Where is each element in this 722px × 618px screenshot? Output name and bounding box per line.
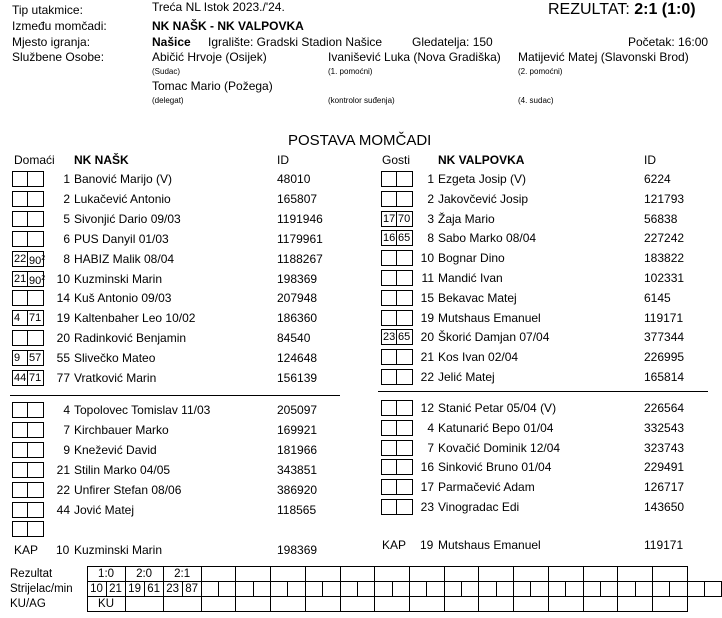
sub-minute-box: 16 [383,232,396,245]
home-kap-label: KAP [14,543,39,557]
away-kap-id: 119171 [644,538,684,552]
scorer-minute-cell [201,582,218,597]
player-name: Kos Ivan 02/04 [438,350,519,365]
player-name: Vinogradac Edi [438,500,520,514]
kuag-cell [163,597,201,612]
score-cell [548,567,583,582]
player-name: Stilin Marko 04/05 [74,462,171,477]
player-id: 207948 [277,291,318,306]
player-id: 121793 [644,191,685,206]
sub-minute-box [28,502,44,518]
sub-minute-box [381,459,397,475]
sub-minute: 71 [29,372,42,384]
player-id: 84540 [277,331,311,346]
player-number: 10 [56,271,70,286]
sub-minute-box [397,290,413,306]
player-name: Katunarić Bepo 01/04 [438,420,554,435]
kuag-cell [340,597,375,612]
player-number: 19 [56,311,70,326]
sub-minute-box [12,211,28,227]
kuag-cell [409,597,444,612]
player-id: 143650 [644,500,685,514]
player-number: 19 [420,310,434,325]
score-cell [409,567,444,582]
scorer-minute-cell [600,582,617,597]
scorer-minute-cell [340,582,357,597]
sub-minute-box [397,250,413,266]
scorer-minute-cell [687,582,704,597]
sub-minute-box [397,420,413,436]
mjesto-label: Mjesto igranja: [12,35,91,49]
scorer-minute-cell [496,582,513,597]
scorer-minute-cell [514,582,531,597]
player-number: 5 [63,211,70,226]
sub-minute-box [381,349,397,365]
strijelac-row-label: Strijelac/min [10,583,73,595]
score-cell [514,567,549,582]
scorer-minute-cell: 87 [182,582,201,597]
score-cell: 2:1 [163,567,201,582]
home-kap-id: 198369 [277,543,318,557]
sub-minute-box: 23 [383,331,396,344]
sluzbene-label: Službene Osobe: [12,50,105,64]
sub-minute-box: 4 [12,310,28,326]
sub-minute: 70 [398,212,411,225]
sub-minute-box [28,231,44,247]
official-role: (1. pomoćni) [328,67,373,76]
player-id: 1188267 [277,251,323,266]
player-id: 332543 [644,420,685,435]
score-table [8,566,722,612]
sub-minute-box [397,191,413,207]
scorer-minute-cell: 23 [163,582,182,597]
player-number: 10 [420,251,434,266]
official-role: (kontrolor suđenja) [328,96,395,105]
player-name: Mandić Ivan [438,271,503,285]
scorer-minute-cell: 19 [125,582,144,597]
player-name: Knežević David [74,442,157,457]
sub-minute-box [381,420,397,436]
away-divider [378,391,708,392]
sub-minute-box [397,349,413,365]
sub-minute: 71 [29,312,42,325]
scorer-minute-cell [548,582,565,597]
official-role: (2. pomoćni) [518,67,563,76]
strijelac-row [8,582,722,597]
kuag-row [8,597,722,612]
player-number: 6 [63,231,70,246]
sub-minute-box [381,171,397,187]
sub-minute-box [381,310,397,326]
player-name: Topolovec Tomislav 11/03 [74,403,211,417]
player-id: 126717 [644,480,685,495]
kuag-cell [271,597,306,612]
sub-minute-box: 21 [14,272,27,285]
sub-minute-box [28,370,44,386]
player-number: 77 [56,371,70,385]
player-number: 21 [420,350,434,365]
scorer-minute-cell [444,582,461,597]
kuag-cell [305,597,340,612]
rezultat-row-label: Rezultat [10,568,53,580]
kuag-cell [514,597,549,612]
home-kap-num: 10 [56,543,70,557]
gledatelja: Gledatelja: 150 [412,35,493,49]
player-number: 16 [420,460,434,475]
home-team-name: NK NAŠK [74,153,129,167]
player-number: 22 [56,482,70,497]
player-id: 226564 [644,401,685,415]
scorer-minute-cell [392,582,409,597]
sub-minute-box [12,290,28,306]
sub-minute-box [397,369,413,385]
sub-minute-box: 44 [14,372,27,384]
score-cell [340,567,375,582]
scorer-minute-cell [323,582,340,597]
player-name: Slivečko Mateo [74,351,156,366]
sub-minute: 90 [29,254,42,267]
player-number: 9 [63,442,70,457]
player-number: 1 [63,172,70,186]
kuag-cell [479,597,514,612]
kuag-cell [652,597,687,612]
home-divider [10,395,340,396]
player-number: 14 [56,291,70,306]
rezultat-label: REZULTAT: [548,1,630,18]
player-number: 7 [427,440,434,455]
kuag-cell: KU [87,597,125,612]
kuag-cell [125,597,163,612]
player-number: 17 [420,480,434,495]
sub-minute-box [28,350,44,366]
player-name: Sabo Marko 08/04 [438,231,537,246]
scorer-minute-cell [253,582,270,597]
player-id: 183822 [644,251,685,266]
player-id: 118565 [277,502,317,517]
scorer-minute-cell [427,582,444,597]
score-cell [444,567,479,582]
player-name: Kuzminski Marin [74,271,163,286]
kuag-cell [583,597,618,612]
sub-minute-box [381,479,397,495]
official-name: Ivanišević Luka (Nova Gradiška) [328,50,501,64]
player-id: 48010 [277,172,311,186]
sub-minute-box [12,231,28,247]
sub-minute-box [28,442,44,458]
player-number: 11 [421,271,434,285]
official-role: (delegat) [152,96,184,105]
score-cell [201,567,236,582]
player-id: 181966 [277,442,318,457]
scorer-minute-cell [271,582,288,597]
scorer-minute-cell [670,582,687,597]
player-number: 4 [427,420,434,435]
official-name: Tomac Mario (Požega) [152,79,273,93]
sub-minute-box [28,482,44,498]
official-role: (4. sudac) [518,96,554,105]
player-id: 102331 [644,271,685,285]
tip-label: Tip utakmice: [12,3,83,17]
official-name: Matijević Matej (Slavonski Brod) [518,50,689,64]
sub-minute-box [12,442,28,458]
sub-minute-box [28,191,44,207]
scorer-minute-cell [652,582,669,597]
away-id-header: ID [644,153,656,167]
sub-minute-box [381,191,397,207]
sub-minute-box [381,440,397,456]
sub-minute-box [12,422,28,438]
player-number: 2 [63,191,70,206]
player-id: 165814 [644,370,685,384]
rezultat-value: 2:1 (1:0) [634,1,696,18]
sub-minute-box: 17 [383,212,396,225]
sub-minute-box [28,330,44,346]
score-cell [479,567,514,582]
score-cell: 1:0 [87,567,125,582]
player-name: Ezgeta Josip (V) [438,172,527,186]
kuag-row-label: KU/AG [10,598,46,610]
away-team-name: NK VALPOVKA [438,153,525,167]
player-number: 8 [427,231,434,246]
player-name: Radinković Benjamin [74,331,187,346]
sub-minute-box [381,369,397,385]
sub-minute-box [28,402,44,418]
player-id: 226995 [644,350,685,365]
away-kap-name: Mutshaus Emanuel [438,538,541,552]
sub-minute-box [381,499,397,515]
player-id: 119171 [644,310,684,325]
sub-minute-box [28,521,44,537]
player-number: 22 [420,370,434,384]
player-id: 169921 [277,422,318,437]
sub-minute-box [12,502,28,518]
player-name: Mutshaus Emanuel [438,310,541,325]
sub-minute-box [28,290,44,306]
scorer-minute-cell [531,582,548,597]
score-cell [618,567,653,582]
sub-minute-box [12,171,28,187]
player-id: 186360 [277,311,318,326]
sub-minute-extra: 2 [41,274,46,282]
sub-minute-box [381,250,397,266]
sub-minute-box [28,251,44,267]
scorer-minute-cell: 10 [87,582,106,597]
scorer-minute-cell [375,582,392,597]
player-name: Jelić Matej [438,370,495,384]
player-id: 124648 [277,351,318,366]
sub-minute-box [381,400,397,416]
kuag-cell [548,597,583,612]
player-name: Žaja Mario [438,211,495,226]
sub-minute-box [28,211,44,227]
scorer-minute-cell [618,582,635,597]
official-role: (Sudac) [152,67,181,76]
player-number: 12 [420,401,434,415]
player-name: Lukačević Antonio [74,191,171,206]
sub-minute-box [397,171,413,187]
scorer-minute-cell [479,582,496,597]
sub-minute-extra: 2 [41,254,46,262]
player-id: 56838 [644,211,678,226]
sub-minute-box [381,270,397,286]
score-cell: 2:0 [125,567,163,582]
sub-minute-box [28,310,44,326]
scorer-minute-cell [218,582,235,597]
player-name: Parmačević Adam [438,480,535,495]
mjesto-value: Našice [152,35,191,49]
sub-minute-box [397,440,413,456]
player-number: 21 [56,462,70,477]
player-id: 343851 [277,462,318,477]
player-number: 7 [63,422,70,437]
postava-title: POSTAVA MOMČADI [288,132,432,149]
player-name: Banović Marijo (V) [74,172,173,186]
player-number: 55 [56,351,70,366]
score-cell [583,567,618,582]
player-id: 227242 [644,231,685,246]
player-number: 15 [420,290,434,305]
away-kap-label: KAP [382,538,407,552]
player-id: 1179961 [277,231,323,246]
sub-minute-box [397,479,413,495]
scorer-minute-cell [635,582,652,597]
scorer-minute-cell [583,582,600,597]
player-name: Stanić Petar 05/04 (V) [438,401,557,415]
score-cell [305,567,340,582]
player-id: 377344 [644,330,685,345]
home-id-header: ID [277,153,289,167]
player-name: Vratković Marin [74,371,157,385]
player-name: Sinković Bruno 01/04 [438,460,552,475]
player-name: Kaltenbaher Leo 10/02 [74,311,196,326]
player-name: Bognar Dino [438,251,505,266]
player-number: 2 [427,191,434,206]
away-side-label: Gosti [382,153,411,167]
score-cell [271,567,306,582]
scorer-minute-cell [288,582,305,597]
away-kap-num: 19 [420,538,434,552]
rezultat-row [8,567,722,582]
sub-minute: 65 [398,331,411,344]
tip-value: Treća NL Istok 2023./'24. [152,0,285,14]
official-name: Abičić Hrvoje (Osijek) [152,50,267,64]
sub-minute-box [397,230,413,246]
sub-minute-box [12,462,28,478]
sub-minute-box: 22 [14,252,27,265]
rezultat-block [548,1,696,19]
scorer-minute-cell [357,582,374,597]
player-number: 20 [56,331,70,346]
sub-minute-box [12,191,28,207]
score-cell [236,567,271,582]
player-id: 198369 [277,271,318,286]
igraliste: Igralište: Gradski Stadion Našice [208,35,383,49]
player-name: PUS Danyil 01/03 [74,231,169,246]
sub-minute-box [397,499,413,515]
kuag-cell [201,597,236,612]
scorer-minute-cell [236,582,253,597]
player-name: HABIZ Malik 08/04 [74,251,175,266]
player-number: 4 [63,403,70,417]
sub-minute-box [12,330,28,346]
sub-minute-box [28,422,44,438]
sub-minute-box [12,521,28,537]
player-number: 3 [427,211,434,226]
kuag-cell [375,597,410,612]
sub-minute-box [397,329,413,345]
player-id: 165807 [277,191,318,206]
player-name: Unfirer Stefan 08/06 [74,482,182,497]
player-name: Kuš Antonio 09/03 [74,291,172,306]
player-number: 23 [420,500,434,514]
player-id: 323743 [644,440,685,455]
sub-minute-box [397,270,413,286]
score-cell [652,567,687,582]
kuag-cell [618,597,653,612]
kuag-cell [236,597,271,612]
izmedu-label: Između momčadi: [12,19,107,33]
scorer-minute-cell [462,582,479,597]
player-id: 229491 [644,460,685,475]
pocetak: Početak: 16:00 [628,35,709,49]
player-id: 205097 [277,403,318,417]
player-number: 1 [427,172,434,186]
sub-minute-box [28,171,44,187]
player-name: Bekavac Matej [438,290,517,305]
player-name: Škorić Damjan 07/04 [438,330,550,345]
home-side-label: Domaći [14,153,55,167]
player-id: 386920 [277,482,318,497]
teams: NK NAŠK - NK VALPOVKA [152,19,304,33]
home-kap-name: Kuzminski Marin [74,543,163,557]
sub-minute: 57 [29,352,42,365]
player-id: 156139 [277,371,318,385]
sub-minute-box [381,290,397,306]
score-cell [375,567,410,582]
sub-minute-box: 9 [12,350,28,366]
player-number: 44 [56,502,70,517]
scorer-minute-cell [305,582,322,597]
player-name: Kirchbauer Marko [74,422,169,437]
scorer-minute-cell: 61 [144,582,163,597]
sub-minute: 65 [398,232,411,245]
player-id: 6145 [644,290,671,305]
sub-minute-box [12,402,28,418]
sub-minute-box [12,482,28,498]
sub-minute: 90 [29,274,42,287]
player-number: 8 [63,251,70,266]
player-number: 20 [420,330,434,345]
kuag-cell [444,597,479,612]
sub-minute-box [397,400,413,416]
scorer-minute-cell [409,582,426,597]
scorer-minute-cell: 21 [106,582,125,597]
scorer-minute-cell [704,582,721,597]
player-name: Jakovčević Josip [438,191,529,206]
sub-minute-box [397,211,413,227]
sub-minute-box [28,271,44,287]
sub-minute-box [397,310,413,326]
player-name: Kovačić Dominik 12/04 [438,440,561,455]
sub-minute-box [28,462,44,478]
player-id: 1191946 [277,211,323,226]
scorer-minute-cell [566,582,583,597]
player-id: 6224 [644,172,671,186]
player-name: Sivonjić Dario 09/03 [74,211,181,226]
sub-minute-box [397,459,413,475]
player-name: Jović Matej [74,502,135,517]
